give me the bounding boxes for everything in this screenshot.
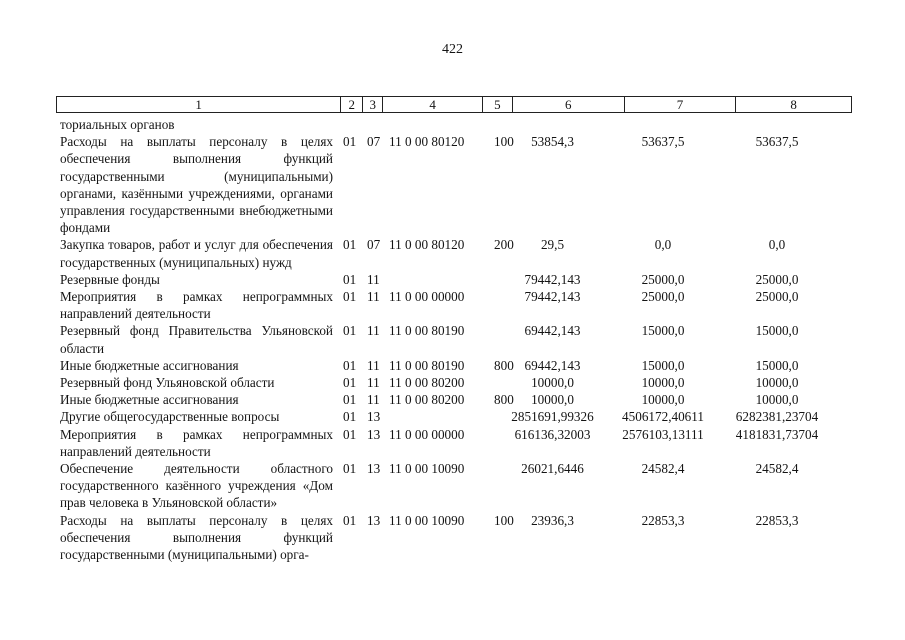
header-col-3: 3	[363, 97, 383, 112]
row-value-col8: 0,0	[768, 237, 786, 253]
row-target-article: 11 0 00 80200	[389, 392, 465, 408]
table-header	[56, 96, 852, 113]
row-subsection: 11	[367, 357, 380, 373]
row-value-col7: 53637,5	[641, 134, 685, 150]
row-target-article: 11 0 00 80120	[389, 237, 465, 253]
row-target-article: 11 0 00 00000	[389, 426, 465, 442]
row-name: ториальных органов	[60, 117, 175, 132]
row-value-col6: 79442,143	[524, 289, 581, 305]
row-subsection: 13	[367, 409, 381, 425]
row-expense-type: 800	[494, 392, 514, 408]
row-section: 01	[343, 512, 357, 528]
table-row	[60, 236, 850, 270]
row-value-col8: 24582,4	[755, 461, 799, 477]
row-target-article: 11 0 00 80190	[389, 357, 465, 373]
row-target-article: 11 0 00 00000	[389, 289, 465, 305]
row-value-col8: 6282381,23704	[735, 409, 819, 425]
row-value-col6: 29,5	[540, 237, 565, 253]
row-value-col7: 15000,0	[641, 357, 685, 373]
row-section: 01	[343, 289, 357, 305]
row-subsection: 11	[367, 289, 380, 305]
table-row	[60, 116, 850, 133]
row-value-col7: 25000,0	[641, 289, 685, 305]
row-section: 01	[343, 323, 357, 339]
row-subsection: 13	[367, 512, 381, 528]
row-subsection: 11	[367, 392, 380, 408]
header-col-1: 1	[57, 97, 341, 112]
budget-table-body	[60, 116, 850, 563]
row-value-col7: 10000,0	[641, 392, 685, 408]
row-target-article: 11 0 00 10090	[389, 461, 465, 477]
row-name: Мероприятия в рамках непрограммных направлений деятельности	[60, 289, 333, 322]
row-expense-type: 100	[494, 512, 514, 528]
row-value-col6: 79442,143	[524, 271, 581, 287]
row-expense-type: 200	[494, 237, 514, 253]
row-name: Обеспечение деятельности областного государственного казённого учреждения «Дом прав человека в Ульяновской области»	[60, 461, 333, 511]
row-section: 01	[343, 426, 357, 442]
row-section: 01	[343, 237, 357, 253]
table-row	[60, 133, 850, 236]
row-name: Резервные фонды	[60, 271, 160, 287]
row-section: 01	[343, 392, 357, 408]
row-value-col8: 22853,3	[755, 512, 799, 528]
row-value-col7: 22853,3	[641, 512, 685, 528]
row-subsection: 13	[367, 461, 381, 477]
row-name: Резервный фонд Правительства Ульяновской области	[60, 323, 333, 356]
row-expense-type: 800	[494, 357, 514, 373]
row-name: Иные бюджетные ассигнования	[60, 392, 239, 408]
row-value-col8: 4181831,73704	[735, 426, 819, 442]
row-name: Расходы на выплаты персоналу в целях обеспечения выполнения функций государственными (муниципальными) орга-	[60, 512, 333, 563]
row-value-col6: 26021,6446	[521, 461, 584, 477]
header-col-8: 8	[790, 97, 797, 112]
row-value-col6: 10000,0	[531, 375, 574, 391]
table-row	[60, 391, 850, 408]
row-section: 01	[343, 357, 357, 373]
table-row	[60, 374, 850, 391]
table-row	[60, 288, 850, 322]
row-section: 01	[343, 134, 357, 150]
table-row	[60, 322, 850, 356]
table-row	[60, 357, 850, 374]
row-target-article: 11 0 00 80120	[389, 134, 465, 150]
row-section: 01	[343, 271, 357, 287]
header-col-4: 4	[383, 97, 483, 112]
row-value-col6: 23936,3	[531, 512, 574, 528]
row-value-col7: 24582,4	[641, 461, 685, 477]
row-value-col7: 25000,0	[641, 271, 685, 287]
row-value-col6: 2851691,99326	[511, 409, 594, 425]
row-value-col8: 53637,5	[755, 134, 799, 150]
row-value-col7: 0,0	[654, 237, 672, 253]
row-section: 01	[343, 375, 357, 391]
row-name: Расходы на выплаты персоналу в целях обеспечения выполнения функций государственными (муниципальными) органами, казёнными учреждениями, органами управления государственными внебюджетными фондами	[60, 134, 333, 236]
row-name: Резервный фонд Ульяновской области	[60, 375, 275, 391]
table-row	[60, 408, 850, 425]
row-section: 01	[343, 409, 357, 425]
row-name: Иные бюджетные ассигнования	[60, 357, 239, 373]
row-value-col7: 4506172,40611	[622, 409, 704, 425]
row-section: 01	[343, 461, 357, 477]
row-subsection: 07	[367, 237, 381, 253]
row-value-col6: 616136,32003	[514, 426, 591, 442]
row-subsection: 11	[367, 271, 380, 287]
row-target-article: 11 0 00 10090	[389, 512, 465, 528]
row-value-col8: 10000,0	[755, 375, 799, 391]
table-row	[60, 426, 850, 460]
row-value-col8: 15000,0	[755, 323, 799, 339]
row-value-col7: 15000,0	[641, 323, 685, 339]
row-subsection: 11	[367, 375, 380, 391]
page-number: 422	[442, 42, 463, 57]
row-value-col7: 2576103,13111	[622, 426, 704, 442]
row-value-col6: 69442,143	[524, 357, 581, 373]
table-row	[60, 460, 850, 512]
row-subsection: 11	[367, 323, 380, 339]
row-name: Другие общегосударственные вопросы	[60, 409, 280, 425]
row-value-col6: 69442,143	[524, 323, 581, 339]
row-value-col8: 10000,0	[755, 392, 799, 408]
row-value-col7: 10000,0	[641, 375, 685, 391]
table-row	[60, 271, 850, 288]
row-value-col8: 25000,0	[755, 271, 799, 287]
row-name: Закупка товаров, работ и услуг для обеспечения государственных (муниципальных) нужд	[60, 237, 333, 270]
row-name: Мероприятия в рамках непрограммных направлений деятельности	[60, 426, 333, 459]
row-value-col6: 10000,0	[531, 392, 574, 408]
row-value-col6: 53854,3	[531, 134, 574, 150]
row-target-article: 11 0 00 80200	[389, 375, 465, 391]
table-row	[60, 512, 850, 564]
header-col-6: 6	[513, 97, 625, 112]
row-expense-type: 100	[494, 134, 514, 150]
row-value-col8: 15000,0	[755, 357, 799, 373]
row-value-col8: 25000,0	[755, 289, 799, 305]
row-subsection: 07	[367, 134, 381, 150]
header-col-7: 7	[625, 97, 737, 112]
row-target-article: 11 0 00 80190	[389, 323, 465, 339]
header-col-5: 5	[483, 97, 513, 112]
row-subsection: 13	[367, 426, 381, 442]
header-col-2: 2	[341, 97, 363, 112]
